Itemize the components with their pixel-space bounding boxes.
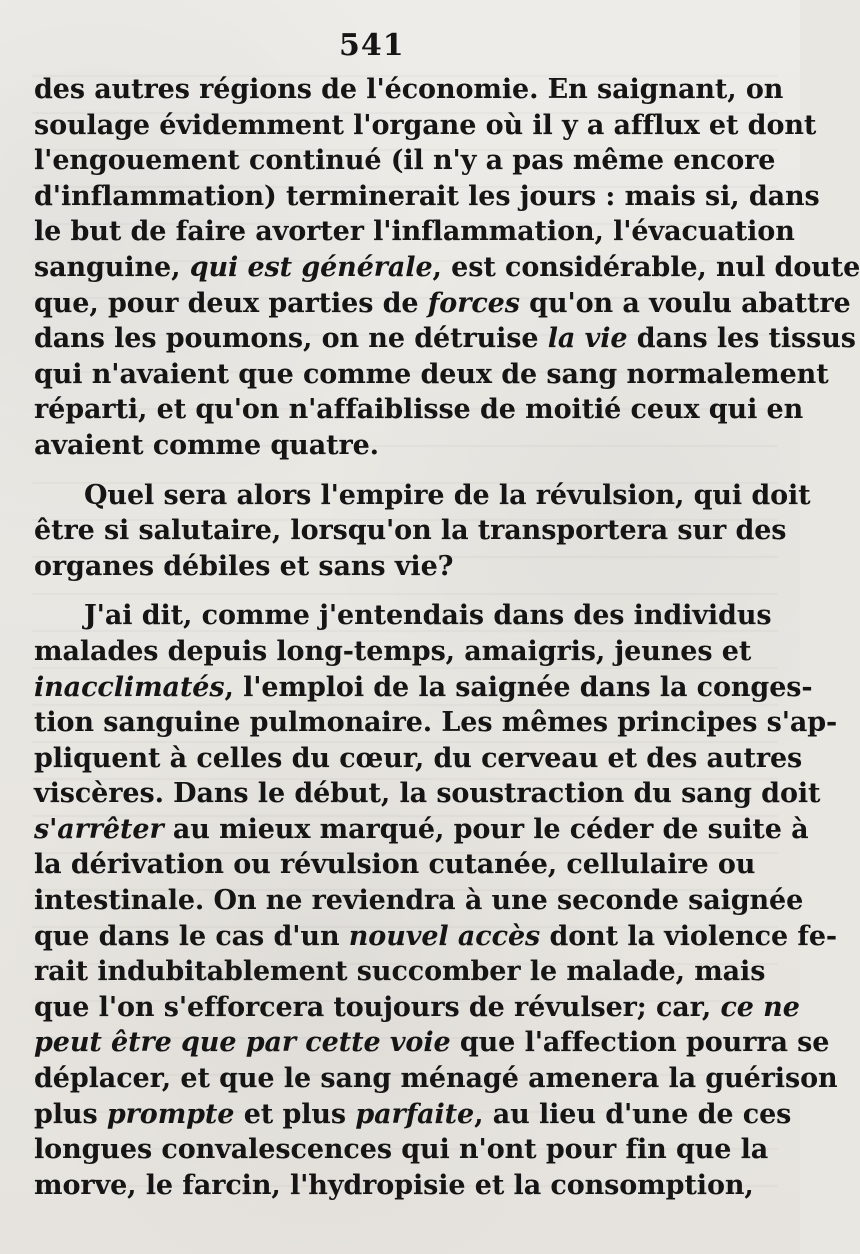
text-line-4: d'inflammation) terminerait les jours : mais si, dans: [34, 180, 820, 212]
paragraph-gap-1: [34, 464, 710, 478]
paragraph-gap-2: [34, 584, 710, 598]
text-line-25: rait indubitablement succomber le malade, mais: [34, 956, 766, 988]
text-line-22: la dérivation ou révulsion cutanée, cellulaire ou: [34, 849, 756, 881]
text-line-31: morve, le farcin, l'hydropisie et la consomption,: [34, 1169, 754, 1201]
text-line-27: peut être que par cette voie que l'affection pourra se: [34, 1027, 830, 1059]
text-line-24: que dans le cas d'un nouvel accès dont la violence fe-: [34, 920, 838, 952]
text-line-26: que l'on s'efforcera toujours de révulser; car, ce ne: [34, 991, 800, 1023]
text-line-6: sanguine, qui est générale, est considérable, nul doute: [34, 251, 860, 283]
text-line-29: plus prompte et plus parfaite, au lieu d'une de ces: [34, 1098, 792, 1130]
text-line-7: que, pour deux parties de forces qu'on a voulu abattre: [34, 287, 851, 319]
text-line-14: organes débiles et sans vie?: [34, 550, 454, 582]
text-line-3: l'engouement continué (il n'y a pas même encore: [34, 145, 776, 177]
text-line-21: s'arrêter au mieux marqué, pour le céder de suite à: [34, 813, 809, 845]
text-line-5: le but de faire avorter l'inflammation, l'évacuation: [34, 216, 795, 248]
text-line-23: intestinale. On ne reviendra à une seconde saignée: [34, 885, 804, 917]
text-line-11: avaient comme quatre.: [34, 429, 379, 461]
text-line-16: malades depuis long-temps, amaigris, jeunes et: [34, 635, 752, 667]
text-line-20: viscères. Dans le début, la soustraction du sang doit: [34, 778, 821, 810]
page-number: 541: [339, 28, 405, 63]
text-line-2: soulage évidemment l'organe où il y a afflux et dont: [34, 109, 817, 141]
text-line-28: déplacer, et que le sang ménagé amenera la guérison: [34, 1063, 838, 1095]
text-line-13: être si salutaire, lorsqu'on la transportera sur des: [34, 515, 787, 547]
text-line-9: qui n'avaient que comme deux de sang normalement: [34, 358, 829, 390]
text-line-30: longues convalescences qui n'ont pour fin que la: [34, 1134, 769, 1166]
body-text: [34, 72, 860, 1203]
text-line-18: tion sanguine pulmonaire. Les mêmes principes s'ap-: [34, 707, 838, 739]
text-line-8: dans les poumons, on ne détruise la vie dans les tissus: [34, 323, 856, 355]
text-line-19: pliquent à celles du cœur, du cerveau et des autres: [34, 742, 803, 774]
text-line-17: inacclimatés, l'emploi de la saignée dans la conges-: [34, 671, 813, 703]
text-line-10: réparti, et qu'on n'affaiblisse de moitié ceux qui en: [34, 394, 804, 426]
text-line-1: des autres régions de l'économie. En saignant, on: [34, 74, 784, 105]
text-line-15: J'ai dit, comme j'entendais dans des individus: [84, 600, 772, 632]
text-line-12: Quel sera alors l'empire de la révulsion, qui doit: [84, 479, 811, 511]
